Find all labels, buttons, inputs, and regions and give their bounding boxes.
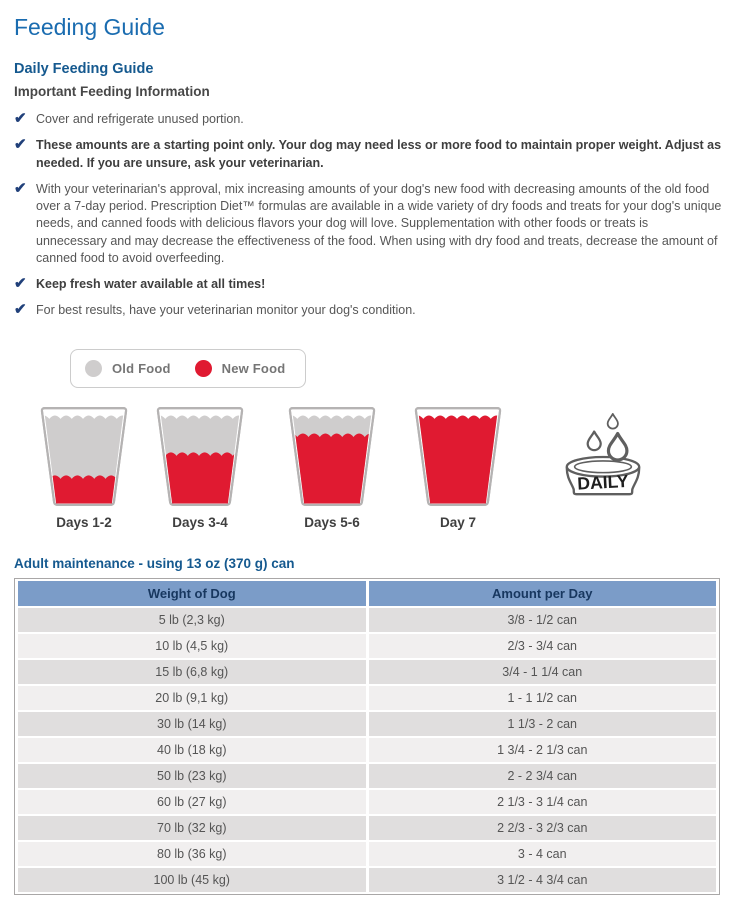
checkmark-icon: ✔ xyxy=(14,136,27,154)
cup-label: Days 3-4 xyxy=(172,514,228,530)
weight-cell: 60 lb (27 kg) xyxy=(18,790,366,814)
list-item xyxy=(14,137,722,172)
page-title: Feeding Guide xyxy=(14,14,165,40)
daily-bowl-icon xyxy=(558,408,648,506)
checkmark-icon: ✔ xyxy=(14,275,27,292)
weight-cell: 30 lb (14 kg) xyxy=(18,712,366,736)
list-item xyxy=(14,302,722,319)
bullet-text: Keep fresh water available at all times! xyxy=(36,277,266,291)
amount-cell: 1 1/3 - 2 can xyxy=(369,712,717,736)
checkmark-icon: ✔ xyxy=(14,179,27,197)
food-legend xyxy=(70,349,306,388)
transition-cup xyxy=(156,406,244,530)
weight-cell: 50 lb (23 kg) xyxy=(18,764,366,788)
list-item xyxy=(14,276,722,293)
feeding-table xyxy=(15,579,719,894)
table-row xyxy=(18,790,716,814)
cup-label: Day 7 xyxy=(439,514,477,530)
table-row xyxy=(18,868,716,892)
amount-cell: 3 1/2 - 4 3/4 can xyxy=(369,868,717,892)
table-row xyxy=(18,608,716,632)
transition-cups-row xyxy=(12,406,722,530)
amount-cell: 3/8 - 1/2 can xyxy=(369,608,717,632)
column-header-weight: Weight of Dog xyxy=(18,581,366,606)
weight-cell: 10 lb (4,5 kg) xyxy=(18,634,366,658)
cup-label: Days 5-6 xyxy=(304,514,360,530)
bullet-text: Cover and refrigerate unused portion. xyxy=(36,112,244,126)
checkmark-icon: ✔ xyxy=(14,110,27,127)
table-row xyxy=(18,816,716,840)
old-food-dot-icon xyxy=(85,360,102,377)
table-row xyxy=(18,764,716,788)
table-row xyxy=(18,634,716,658)
old-food-label: Old Food xyxy=(112,360,171,376)
weight-cell: 20 lb (9,1 kg) xyxy=(18,686,366,710)
weight-cell: 15 lb (6,8 kg) xyxy=(18,660,366,684)
feeding-info-list xyxy=(14,111,722,320)
cup-label: Days 1-2 xyxy=(56,514,112,530)
new-food-dot-icon xyxy=(195,360,212,377)
transition-cup xyxy=(414,406,502,530)
important-feeding-info-heading: Important Feeding Information xyxy=(14,84,210,99)
list-item xyxy=(14,181,722,267)
new-food-label: New Food xyxy=(221,360,286,376)
amount-cell: 1 - 1 1/2 can xyxy=(369,686,717,710)
table-row xyxy=(18,686,716,710)
transition-cup xyxy=(40,406,128,530)
bullet-text: These amounts are a starting point only. Your dog may need less or more food to maintain proper weight. Adjust as needed. If you are unsure, ask your veterinarian. xyxy=(36,138,722,170)
amount-cell: 1 3/4 - 2 1/3 can xyxy=(369,738,717,762)
amount-cell: 2/3 - 3/4 can xyxy=(369,634,717,658)
table-row xyxy=(18,842,716,866)
weight-cell: 5 lb (2,3 kg) xyxy=(18,608,366,632)
weight-cell: 100 lb (45 kg) xyxy=(18,868,366,892)
cup-icon xyxy=(414,406,502,510)
list-item xyxy=(14,111,722,128)
daily-feeding-guide-heading: Daily Feeding Guide xyxy=(14,61,154,77)
amount-cell: 3 - 4 can xyxy=(369,842,717,866)
checkmark-icon: ✔ xyxy=(14,301,27,319)
transition-cup xyxy=(288,406,376,530)
bullet-text: For best results, have your veterinarian monitor your dog's condition. xyxy=(36,303,416,318)
weight-cell: 40 lb (18 kg) xyxy=(18,738,366,762)
table-row xyxy=(18,660,716,684)
weight-cell: 80 lb (36 kg) xyxy=(18,842,366,866)
daily-bowl-figure xyxy=(558,408,648,511)
cup-icon xyxy=(288,406,376,510)
amount-cell: 2 - 2 3/4 can xyxy=(369,764,717,788)
feeding-table-wrap xyxy=(14,578,720,895)
table-row xyxy=(18,738,716,762)
cup-icon xyxy=(156,406,244,510)
column-header-amount: Amount per Day xyxy=(369,581,717,606)
amount-cell: 2 2/3 - 3 2/3 can xyxy=(369,816,717,840)
amount-cell: 3/4 - 1 1/4 can xyxy=(369,660,717,684)
table-heading: Adult maintenance - using 13 oz (370 g) can xyxy=(14,555,295,571)
cup-icon xyxy=(40,406,128,510)
bullet-text: With your veterinarian's approval, mix increasing amounts of your dog's new food with decreasing amounts of the old food over a 7-day period. Prescription Diet™ formulas are available in a wide variety of dry foods and treats for your dog's unique needs, and canned foods with delicious flavors your dog will love. Supplementation with other foods or treats is unnecessary and may decrease the effectiveness of the food. When using with dry food and treats, decrease the amount of canned food to avoid overfeeding. xyxy=(36,181,722,265)
daily-bowl-label: DAILY xyxy=(576,470,629,494)
header-row xyxy=(18,581,716,606)
weight-cell: 70 lb (32 kg) xyxy=(18,816,366,840)
amount-cell: 2 1/3 - 3 1/4 can xyxy=(369,790,717,814)
table-row xyxy=(18,712,716,736)
